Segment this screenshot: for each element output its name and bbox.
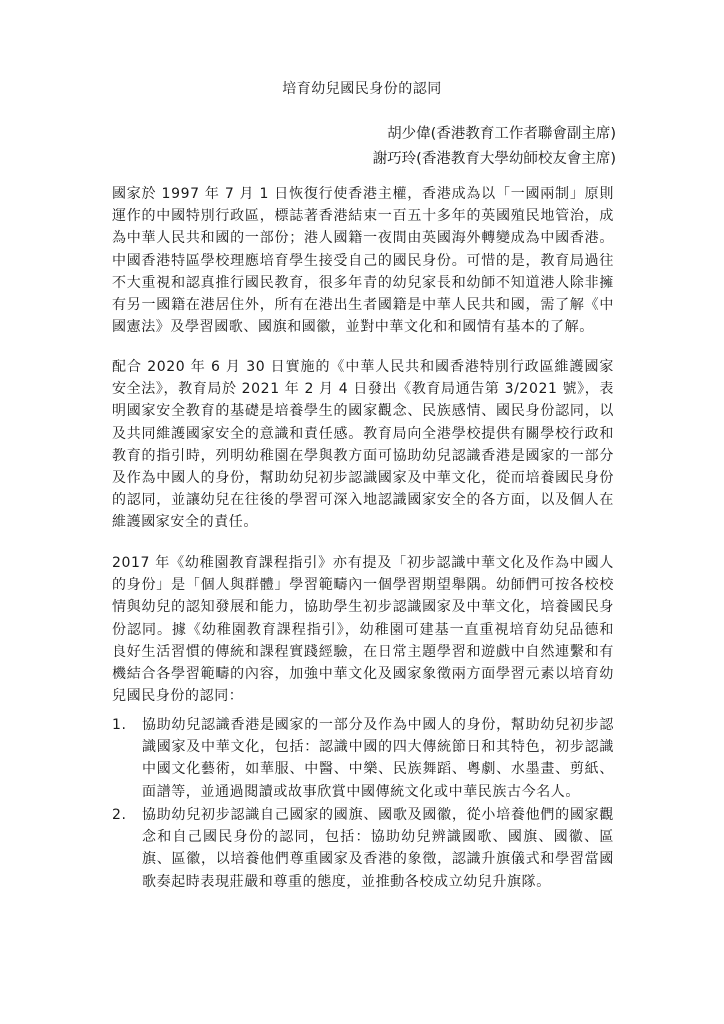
list-item-text: 協助幼兒認識香港是國家的一部分及作為中國人的身份，幫助幼兒初步認識國家及中華文化，包括：認識中國的四大傳統節日和其特色，初步認識中國文化藝術，如華服、中醫、中樂、民族舞蹈、粵劇、水墨畫、剪紙、面譜等，並通過閱讀或故事欣賞中國傳統文化或中華民族古今名人。: [142, 717, 614, 800]
list-number: 2.: [112, 807, 127, 823]
numbered-list: [112, 804, 614, 893]
author-line: 謝巧玲(香港教育大學幼師校友會主席): [372, 151, 616, 167]
document-title: 培育幼兒國民身份的認同: [282, 81, 442, 97]
body-paragraph: 國家於 1997 年 7 月 1 日恢復行使香港主權，香港成為以「一國兩制」原則運作的中國特別行政區，標誌著香港結束一百五十多年的英國殖民地管治，成為中華人民共和國的一部份；港人國籍一夜間由英國海外轉變成為中國香港。中國香港特區學校理應培育學生接受自己的國民身份。可惜的是，教育局過往不大重視和認真推行國民教育，很多年青的幼兒家長和幼師不知道港人除非擁有另一國籍在港居住外，所有在港出生者國籍是中華人民共和國，需了解《中國憲法》及學習國歌、國旗和國徽，並對中華文化和和國情有基本的了解。: [112, 186, 614, 336]
author-line: 胡少偉(香港教育工作者聯會副主席): [387, 126, 616, 142]
body-paragraph: 配合 2020 年 6 月 30 日實施的《中華人民共和國香港特別行政區維護國家安全法》，教育局於 2021 年 2 月 4 日發出《教育局通告第 3/2021 號》，表明國家安全教育的基礎是培養學生的國家觀念、民族感情、國民身份認同，以及共同維護國家安全的意識和責任感。教育局向全港學校提供有關學校行政和教育的指引時，列明幼稚園在學與教方面可協助幼兒認識香港是國家的一部分及作為中國人的身份，幫助幼兒初步認識國家及中華文化，從而培養國民身份的認同，並讓幼兒在往後的學習可深入地認識國家安全的各方面，以及個人在維護國家安全的責任。: [112, 359, 614, 531]
list-item: [112, 804, 614, 893]
list-number: 1.: [112, 717, 127, 733]
list-item: [112, 714, 614, 803]
list-item-text: 協助幼兒初步認識自己國家的國旗、國歌及國徽，從小培養他們的國家觀念和自己國民身份的認同，包括：協助幼兒辨識國歌、國旗、國徽、區旗、區徽，以培養他們尊重國家及香港的象徵，認識升旗儀式和學習當國歌奏起時表現莊嚴和尊重的態度，並推動各校成立幼兒升旗隊。: [142, 807, 614, 890]
numbered-list: [112, 714, 614, 803]
body-paragraph: 2017 年《幼稚園教育課程指引》亦有提及「初步認識中華文化及作為中國人的身份」是「個人與群體」學習範疇內一個學習期望舉隅。幼師們可按各校校情與幼兒的認知發展和能力，協助學生初步認識國家及中華文化，培養國民身份認同。據《幼稚園教育課程指引》，幼稚園可建基一直重視培育幼兒品德和良好生活習慣的傳統和課程實踐經驗，在日常主題學習和遊戲中自然連繫和有機結合各學習範疇的內容，加強中華文化及國家象徵兩方面學習元素以培育幼兒國民身份的認同：: [112, 555, 614, 705]
